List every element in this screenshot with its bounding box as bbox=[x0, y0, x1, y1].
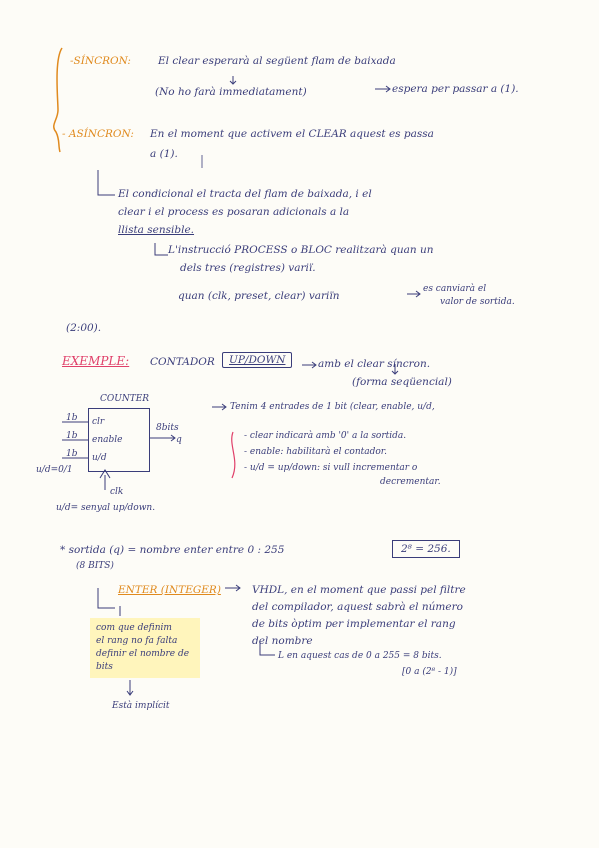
enter-line4: del nombre bbox=[252, 635, 313, 647]
counter-in-ud: u/d bbox=[92, 453, 107, 463]
cond-result2: valor de sortida. bbox=[440, 297, 515, 307]
sincron-line2: (No ho farà immediatament) bbox=[155, 86, 307, 98]
enter-line1: VHDL, en el moment que passi pel filtre bbox=[252, 584, 466, 596]
sortida-boxed: 2⁸ = 256. bbox=[392, 540, 460, 558]
cond-result1: es canviarà el bbox=[423, 284, 487, 294]
exemple-title: CONTADOR bbox=[150, 356, 215, 368]
counter-caption: u/d= senyal up/down. bbox=[56, 503, 156, 513]
notes-n2: - enable: habilitarà el contador. bbox=[244, 447, 387, 457]
enter-label: ENTER (INTEGER) bbox=[118, 584, 221, 596]
cond-quan: quan (clk, preset, clear) variïn bbox=[178, 290, 340, 302]
counter-n3: 1b bbox=[66, 449, 78, 459]
counter-n1: 1b bbox=[66, 413, 78, 423]
implicit-note: Està implícit bbox=[112, 701, 170, 711]
counter-clk: clk bbox=[110, 487, 124, 497]
cond-sub1: L'instrucció PROCESS o BLOC realitzarà quan un bbox=[168, 244, 434, 256]
sincron-line2b: espera per passar a (1). bbox=[392, 83, 519, 95]
sincron-line1: El clear esperarà al següent flam de baixada bbox=[158, 55, 396, 67]
counter-in-enable: enable bbox=[92, 435, 123, 445]
cond-sub2: dels tres (registres) variï. bbox=[180, 262, 316, 274]
exemple-boxed: UP/DOWN bbox=[222, 352, 292, 368]
cond-line3: llista sensible. bbox=[118, 224, 195, 236]
enter-line6: [0 a (2⁸ - 1)] bbox=[402, 667, 457, 677]
notes-n3b: decrementar. bbox=[380, 477, 441, 487]
sortida-bits: (8 BITS) bbox=[76, 561, 114, 571]
cond-line1: El condicional el tracta del flam de baixada, i el bbox=[118, 188, 372, 200]
notes-n1: - clear indicarà amb '0' a la sortida. bbox=[244, 431, 407, 441]
yellowbox-l1: com que definim bbox=[96, 623, 172, 633]
enter-line2: del compilador, aquest sabrà el número bbox=[252, 601, 463, 613]
cond-line2: clear i el process es posaran adicionals a la bbox=[118, 206, 350, 218]
sincron-label: -SÍNCRON: bbox=[70, 55, 131, 67]
counter-in-clr: clr bbox=[92, 417, 105, 427]
asincron-label: - ASÍNCRON: bbox=[62, 128, 134, 140]
exemple-suffix: amb el clear síncron. bbox=[318, 358, 431, 370]
notes-head: Tenim 4 entrades de 1 bit (clear, enable, u/d, bbox=[230, 402, 435, 412]
notes-n3: - u/d = up/down: si vull incrementar o bbox=[244, 463, 418, 473]
counter-title: COUNTER bbox=[100, 394, 150, 404]
sortida-line: * sortida (q) = nombre enter entre 0 : 255 bbox=[60, 544, 285, 556]
enter-line3: de bits òptim per implementar el rang bbox=[252, 618, 456, 630]
yellowbox-l2: el rang no fa falta bbox=[96, 636, 178, 646]
enter-line5: L en aquest cas de 0 a 255 = 8 bits. bbox=[278, 651, 442, 661]
counter-n2: 1b bbox=[66, 431, 78, 441]
yellowbox-l3: definir el nombre de bbox=[96, 649, 190, 659]
yellowbox-l4: bits bbox=[96, 662, 113, 672]
counter-out: q bbox=[176, 435, 182, 445]
counter-side: u/d=0/1 bbox=[36, 465, 73, 475]
asincron-line1: En el moment que activem el CLEAR aquest es passa bbox=[150, 128, 434, 140]
time-marker: (2:00). bbox=[66, 322, 102, 334]
counter-out-bits: 8bits bbox=[156, 423, 179, 433]
exemple-label: EXEMPLE: bbox=[62, 354, 130, 368]
exemple-sub: (forma seqüencial) bbox=[352, 376, 452, 388]
asincron-line2: a (1). bbox=[150, 148, 178, 160]
